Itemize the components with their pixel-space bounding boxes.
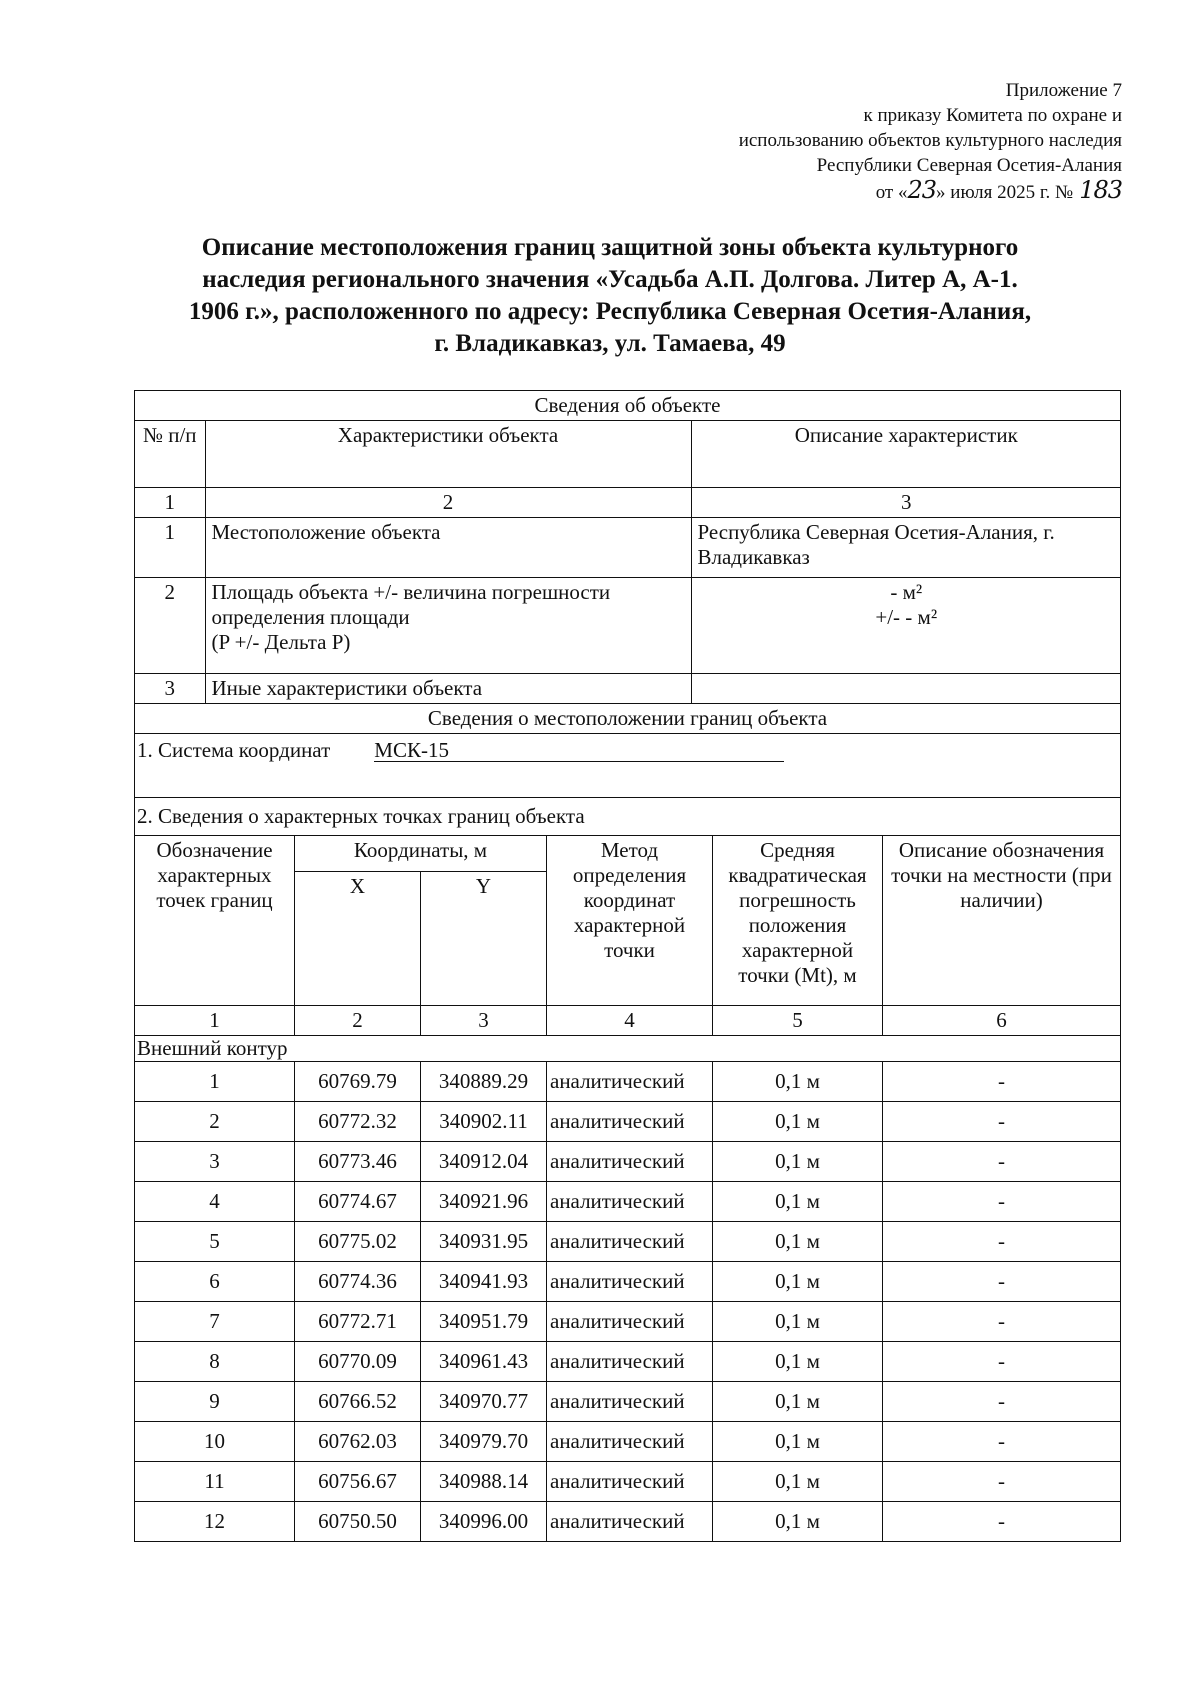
point-description: - <box>883 1461 1121 1501</box>
point-x: 60766.52 <box>295 1381 421 1421</box>
coordinate-system-label: 1. Система координат <box>137 737 331 762</box>
point-error: 0,1 м <box>713 1061 883 1101</box>
index-cell: 3 <box>691 487 1121 517</box>
index-cell: 6 <box>883 1005 1121 1035</box>
point-y: 340921.96 <box>421 1181 547 1221</box>
point-row <box>135 1221 1121 1261</box>
point-number: 2 <box>135 1101 295 1141</box>
point-error: 0,1 м <box>713 1221 883 1261</box>
title-line: 1906 г.», расположенного по адресу: Республика Северная Осетия-Алания, <box>188 298 1032 325</box>
index-cell: 2 <box>295 1005 421 1035</box>
point-y: 340931.95 <box>421 1221 547 1261</box>
index-cell: 5 <box>713 1005 883 1035</box>
row-number: 2 <box>135 577 205 673</box>
col-num-header: № п/п <box>135 421 205 487</box>
col-error-header: Средняя квадратическая погрешность положения характерной точки (Mt), м <box>713 835 883 1005</box>
order-date-line <box>739 178 1122 205</box>
point-y: 340889.29 <box>421 1061 547 1101</box>
point-y: 340970.77 <box>421 1381 547 1421</box>
handwritten-order-number: 183 <box>1079 176 1122 204</box>
point-number: 6 <box>135 1261 295 1301</box>
point-method: аналитический <box>547 1261 713 1301</box>
point-method: аналитический <box>547 1221 713 1261</box>
appendix-line: к приказу Комитета по охране и <box>863 105 1122 126</box>
area-error-value: +/- - м² <box>875 604 938 629</box>
description-cell <box>691 673 1121 703</box>
handwritten-day: 23 <box>907 176 937 204</box>
point-method: аналитический <box>547 1301 713 1341</box>
point-error: 0,1 м <box>713 1341 883 1381</box>
points-section-label: 2. Сведения о характерных точках границ объекта <box>135 797 1121 835</box>
col-description-header: Описание обозначения точки на местности (при наличии) <box>883 835 1121 1005</box>
point-method: аналитический <box>547 1421 713 1461</box>
point-method: аналитический <box>547 1501 713 1541</box>
point-description: - <box>883 1341 1121 1381</box>
point-number: 3 <box>135 1141 295 1181</box>
point-number: 8 <box>135 1341 295 1381</box>
point-x: 60762.03 <box>295 1421 421 1461</box>
point-method: аналитический <box>547 1381 713 1421</box>
coordinate-system-value: МСК-15 <box>374 739 784 762</box>
boundary-section-header: Сведения о местоположении границ объекта <box>135 703 1121 733</box>
point-x: 60774.36 <box>295 1261 421 1301</box>
appendix-line: использованию объектов культурного наследия <box>738 130 1122 151</box>
point-x: 60772.71 <box>295 1301 421 1341</box>
point-y: 340951.79 <box>421 1301 547 1341</box>
document-title <box>130 232 1090 360</box>
point-error: 0,1 м <box>713 1101 883 1141</box>
date-prefix: от « <box>875 182 908 203</box>
index-cell: 1 <box>135 1005 295 1035</box>
points-body <box>135 1061 1121 1541</box>
point-row <box>135 1181 1121 1221</box>
title-line: г. Владикавказ, ул. Тамаева, 49 <box>434 330 786 357</box>
point-description: - <box>883 1301 1121 1341</box>
point-error: 0,1 м <box>713 1381 883 1421</box>
index-cell: 1 <box>135 487 205 517</box>
contour-label: Внешний контур <box>135 1035 1121 1061</box>
point-number: 7 <box>135 1301 295 1341</box>
point-x: 60772.32 <box>295 1101 421 1141</box>
point-error: 0,1 м <box>713 1261 883 1301</box>
point-y: 340912.04 <box>421 1141 547 1181</box>
point-number: 5 <box>135 1221 295 1261</box>
col-method-header: Метод определения координат характерной точки <box>547 835 713 1005</box>
point-method: аналитический <box>547 1181 713 1221</box>
point-row <box>135 1261 1121 1301</box>
description-cell <box>691 577 1121 673</box>
point-number: 11 <box>135 1461 295 1501</box>
point-error: 0,1 м <box>713 1461 883 1501</box>
object-table <box>135 421 1121 703</box>
appendix-line: Приложение 7 <box>1005 80 1122 101</box>
characteristic-line: Площадь объекта +/- величина погрешности <box>211 579 611 604</box>
point-row <box>135 1101 1121 1141</box>
object-section-header: Сведения об объекте <box>135 391 1121 421</box>
point-error: 0,1 м <box>713 1301 883 1341</box>
point-method: аналитический <box>547 1461 713 1501</box>
point-row <box>135 1141 1121 1181</box>
col-desc-header: Описание характеристик <box>691 421 1121 487</box>
col-y-header: Y <box>421 871 547 1005</box>
index-cell: 2 <box>205 487 691 517</box>
row-number: 3 <box>135 673 205 703</box>
point-number: 9 <box>135 1381 295 1421</box>
point-x: 60750.50 <box>295 1501 421 1541</box>
point-description: - <box>883 1141 1121 1181</box>
point-description: - <box>883 1181 1121 1221</box>
appendix-line: Республики Северная Осетия-Алания <box>816 155 1122 176</box>
characteristic-line: определения площади <box>211 604 410 629</box>
point-row <box>135 1461 1121 1501</box>
object-table-wrapper <box>135 421 1121 704</box>
point-number: 10 <box>135 1421 295 1461</box>
point-row <box>135 1341 1121 1381</box>
point-number: 4 <box>135 1181 295 1221</box>
title-line: наследия регионального значения «Усадьба А.П. Долгова. Литер А, А-1. <box>202 266 1018 293</box>
point-x: 60775.02 <box>295 1221 421 1261</box>
point-description: - <box>883 1061 1121 1101</box>
point-y: 340988.14 <box>421 1461 547 1501</box>
point-y: 340979.70 <box>421 1421 547 1461</box>
point-row <box>135 1501 1121 1541</box>
point-row <box>135 1301 1121 1341</box>
point-error: 0,1 м <box>713 1181 883 1221</box>
col-x-header: X <box>295 871 421 1005</box>
col-char-header: Характеристики объекта <box>205 421 691 487</box>
point-error: 0,1 м <box>713 1421 883 1461</box>
point-error: 0,1 м <box>713 1501 883 1541</box>
point-description: - <box>883 1421 1121 1461</box>
col-point-label-header: Обозначение характерных точек границ <box>135 835 295 1005</box>
appendix-header <box>739 78 1122 205</box>
point-x: 60769.79 <box>295 1061 421 1101</box>
point-x: 60774.67 <box>295 1181 421 1221</box>
point-method: аналитический <box>547 1141 713 1181</box>
point-method: аналитический <box>547 1341 713 1381</box>
point-x: 60756.67 <box>295 1461 421 1501</box>
point-number: 1 <box>135 1061 295 1101</box>
date-suffix: » июля 2025 г. № <box>936 182 1074 203</box>
point-y: 340902.11 <box>421 1101 547 1141</box>
point-method: аналитический <box>547 1101 713 1141</box>
boundary-table <box>134 390 1121 1542</box>
point-error: 0,1 м <box>713 1141 883 1181</box>
index-cell: 4 <box>547 1005 713 1035</box>
point-description: - <box>883 1381 1121 1421</box>
point-row <box>135 1061 1121 1101</box>
characteristic-line: (P +/- Дельта P) <box>211 629 351 654</box>
area-value: - м² <box>890 579 923 604</box>
characteristic-cell: Иные характеристики объекта <box>205 673 691 703</box>
point-row <box>135 1421 1121 1461</box>
characteristic-cell: Местоположение объекта <box>205 517 691 577</box>
point-y: 340961.43 <box>421 1341 547 1381</box>
point-description: - <box>883 1261 1121 1301</box>
point-x: 60770.09 <box>295 1341 421 1381</box>
coordinate-system-row <box>135 733 1121 797</box>
point-x: 60773.46 <box>295 1141 421 1181</box>
description-cell: Республика Северная Осетия-Алания, г. Владикавказ <box>691 517 1121 577</box>
index-cell: 3 <box>421 1005 547 1035</box>
point-description: - <box>883 1221 1121 1261</box>
point-method: аналитический <box>547 1061 713 1101</box>
characteristic-cell <box>205 577 691 673</box>
row-number: 1 <box>135 517 205 577</box>
col-coordinates-header: Координаты, м <box>295 835 547 871</box>
point-y: 340941.93 <box>421 1261 547 1301</box>
point-y: 340996.00 <box>421 1501 547 1541</box>
point-description: - <box>883 1501 1121 1541</box>
title-line: Описание местоположения границ защитной зоны объекта культурного <box>201 234 1019 261</box>
point-row <box>135 1381 1121 1421</box>
point-description: - <box>883 1101 1121 1141</box>
point-number: 12 <box>135 1501 295 1541</box>
